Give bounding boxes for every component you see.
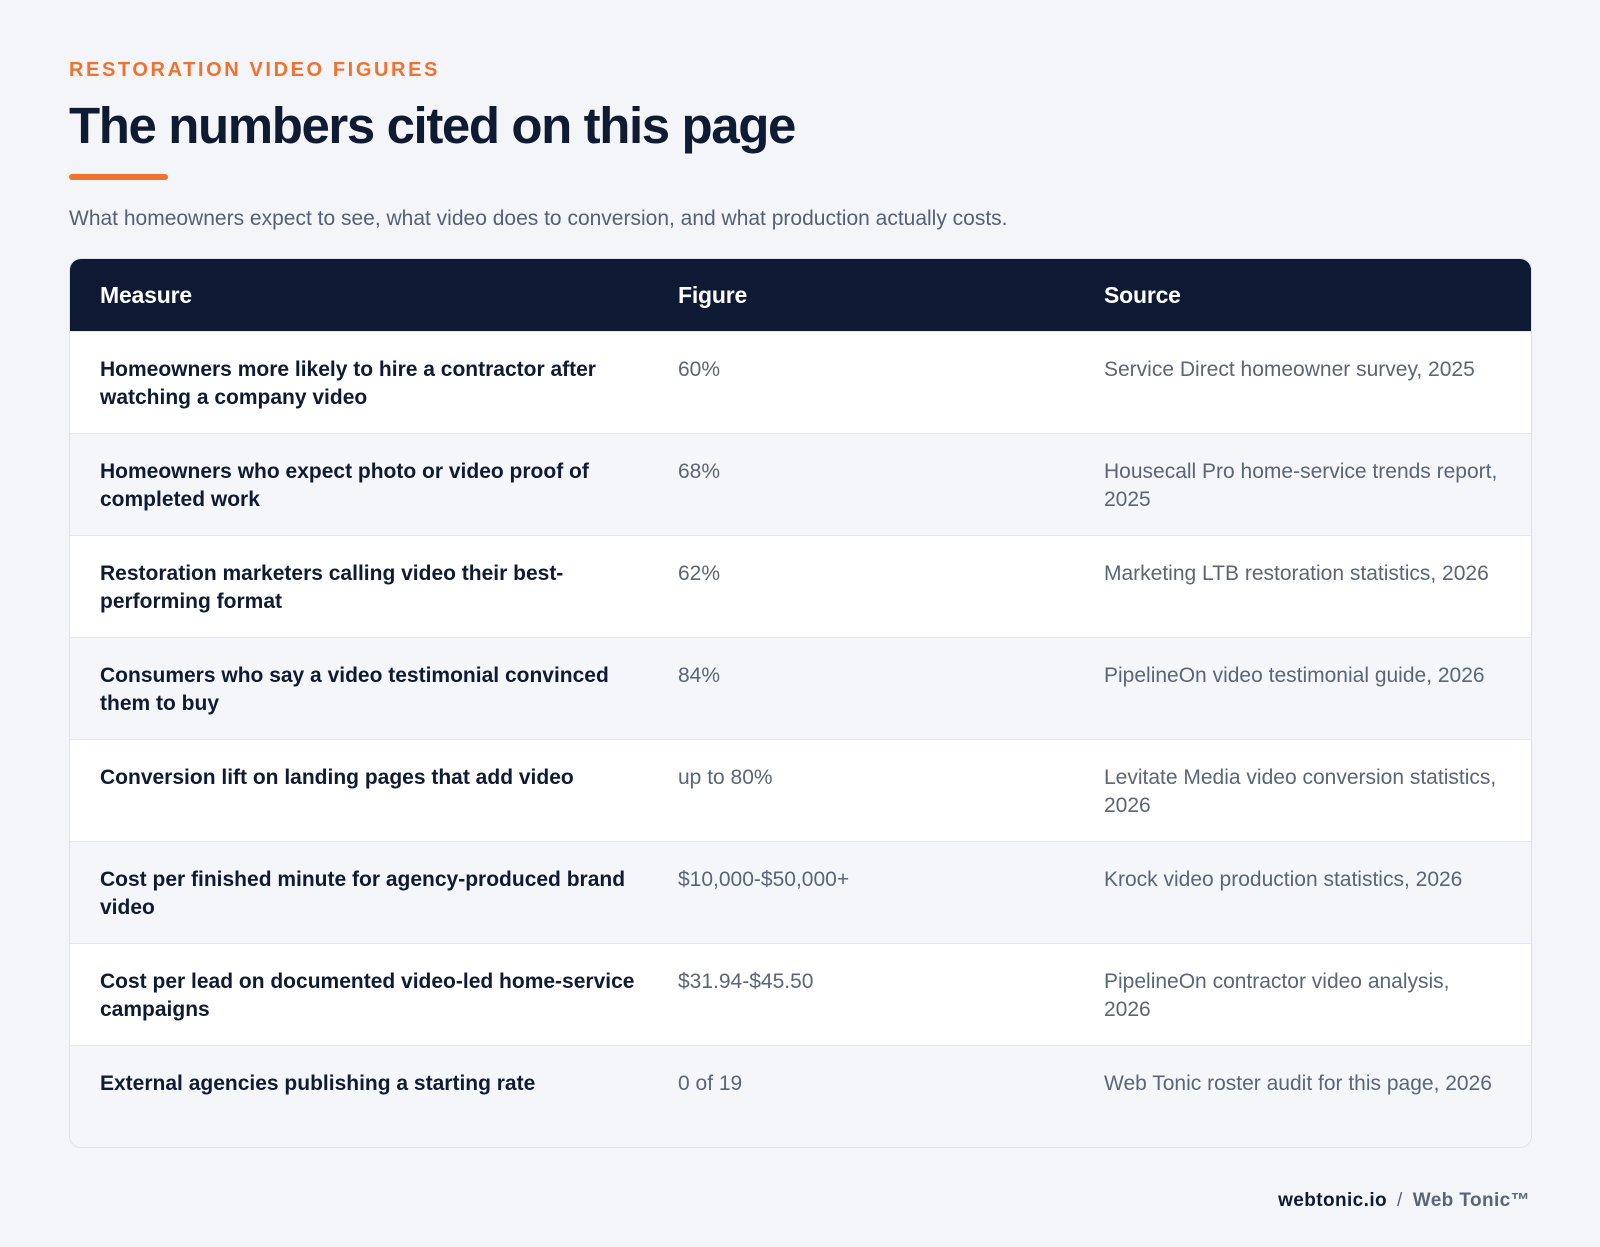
table-row (70, 841, 1531, 943)
cell-measure: Conversion lift on landing pages that add video (100, 766, 574, 789)
cell-source: Housecall Pro home-service trends report, 2025 (1104, 460, 1498, 511)
cell-measure: Cost per lead on documented video-led home-service campaigns (100, 970, 635, 1021)
cell-source: Levitate Media video conversion statistics, 2026 (1104, 766, 1497, 817)
cell-measure: Restoration marketers calling video their best-performing format (100, 562, 564, 613)
table-row (70, 433, 1531, 535)
cell-measure: Consumers who say a video testimonial convinced them to buy (100, 664, 609, 715)
table-header (70, 259, 1531, 331)
cell-measure: Cost per finished minute for agency-produced brand video (100, 868, 626, 919)
footer-brand: Web Tonic™ (1412, 1190, 1530, 1211)
cell-figure: 68% (678, 460, 721, 483)
table-row (70, 331, 1531, 433)
footer-separator: / (1397, 1190, 1403, 1211)
cell-measure: External agencies publishing a starting rate (100, 1072, 536, 1095)
cell-figure: 0 of 19 (678, 1072, 743, 1095)
footer-domain[interactable]: webtonic.io (1278, 1190, 1388, 1211)
cell-measure: Homeowners more likely to hire a contractor after watching a company video (100, 358, 596, 409)
page-title: The numbers cited on this page (69, 97, 795, 154)
cell-source: Web Tonic roster audit for this page, 2026 (1104, 1072, 1492, 1095)
cell-figure: up to 80% (678, 766, 773, 789)
cell-figure: 60% (678, 358, 721, 381)
cell-source: PipelineOn video testimonial guide, 2026 (1104, 664, 1485, 687)
eyebrow-label: RESTORATION VIDEO FIGURES (69, 59, 440, 81)
column-header-source: Source (1104, 281, 1181, 308)
table-row (70, 739, 1531, 841)
cell-measure: Homeowners who expect photo or video proof of completed work (100, 460, 589, 511)
cell-figure: 84% (678, 664, 721, 687)
cell-source: Marketing LTB restoration statistics, 2026 (1104, 562, 1489, 585)
title-underline (69, 174, 168, 180)
column-header-measure: Measure (100, 281, 192, 308)
table-row (70, 943, 1531, 1045)
table-row (70, 535, 1531, 637)
column-header-figure: Figure (678, 281, 748, 308)
figures-table (69, 258, 1532, 1148)
page-subtitle: What homeowners expect to see, what video does to conversion, and what production actually costs. (69, 207, 1008, 230)
page (69, 56, 1530, 1148)
footer-credit (1278, 1190, 1530, 1212)
cell-figure: 62% (678, 562, 721, 585)
cell-figure: $10,000-$50,000+ (678, 868, 850, 891)
cell-source: PipelineOn contractor video analysis, 2026 (1104, 970, 1450, 1021)
cell-source: Service Direct homeowner survey, 2025 (1104, 358, 1475, 381)
cell-source: Krock video production statistics, 2026 (1104, 868, 1463, 891)
table-row (70, 637, 1531, 739)
table-row (70, 1045, 1531, 1147)
cell-figure: $31.94-$45.50 (678, 970, 814, 993)
